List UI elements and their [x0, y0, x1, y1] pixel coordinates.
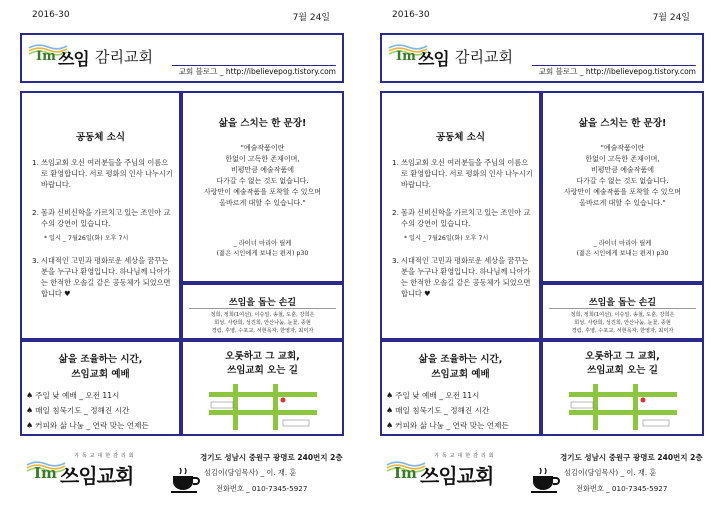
helpers-title: 쓰임을 돕는 손길 — [228, 298, 297, 308]
logo-ssuim: 쓰임 — [418, 50, 449, 70]
blog-sep: _ — [579, 67, 584, 76]
news-item-3: 3. 시대적인 고민과 평화로운 세상을 꿈꾸는 분을 누구나 환영입니다. 하나님께 나아가는 한적한 오솔길 같은 공동체가 되었으면 합니다 ♥ — [32, 256, 171, 298]
map-icon — [563, 382, 683, 432]
footer-address: 경기도 성남시 중원구 광명로 240번지 2층 — [560, 453, 703, 462]
blog-url-link[interactable]: http://ibelievepog.tistory.com — [225, 67, 336, 76]
footer-logo-im: Im — [34, 464, 57, 482]
issue-date: 7월 24일 — [292, 13, 330, 23]
spade-icon: ♠ — [26, 406, 34, 415]
footer — [380, 444, 704, 504]
quote-title: 삶을 스치는 한 문장! — [578, 118, 667, 129]
news-panel — [380, 91, 541, 340]
news-sub-schedule: * 일시 _ 7월26일(화) 오후 7시 — [44, 235, 129, 242]
footer-phone: 전화번호 _ 010-7345-5927 — [576, 484, 668, 493]
news-title: 공동체 소식 — [75, 132, 126, 143]
spade-icon: ♠ — [386, 391, 394, 400]
helpers-rule — [549, 308, 696, 309]
news-sub-schedule: * 일시 _ 7월26일(화) 오후 7시 — [404, 235, 489, 242]
quote-source: _ 라이너 마리아 릴케 (젊은 시인에게 보내는 편지) p30 — [576, 240, 669, 257]
quote-body: "예술작품이란 한없이 고독한 존재이며, 비평만큼 예술작품에 다가갈 수 없는 것도 없습니다. 사랑만이 예술작품을 포착할 수 있으며 올바르게 대할 수 있습니다." — [563, 144, 682, 207]
footer-logo — [26, 450, 156, 490]
quote-panel — [181, 91, 344, 283]
logo-church-name: 감리교회 — [95, 48, 153, 66]
helpers-rule — [189, 308, 336, 309]
footer-address: 경기도 성남시 중원구 광명로 240번지 2층 — [200, 453, 343, 462]
worship-list — [386, 388, 537, 433]
spade-icon: ♠ — [386, 406, 394, 415]
blog-label: 교회 블로그 — [178, 67, 218, 76]
worship-list — [26, 388, 177, 433]
footer-logo-name: 쓰임교회 — [420, 464, 494, 488]
worship-row: ♠ 주일 낮 예배 _ 오전 11시 — [386, 391, 480, 400]
spade-icon: ♠ — [26, 421, 34, 430]
bulletin-page-left — [18, 0, 348, 508]
coffee-cup-icon — [530, 466, 560, 494]
news-item-1: 1. 쓰임교회 오신 여러분들을 주님의 이름으로 환영합니다. 서로 평화의 인사 나누시기 바랍니다. — [32, 158, 173, 189]
logo-im: Im — [36, 49, 56, 64]
blog-label: 교회 블로그 — [538, 67, 578, 76]
worship-row: ♠ 커피와 삶 나눔 _ 연락 맞는 언제든 — [386, 421, 509, 430]
helpers-panel — [181, 283, 344, 340]
footer-pastor: 섬김이(담임목사) _ 이. 재. 훈 — [564, 468, 657, 477]
map-panel — [541, 340, 704, 436]
blog-url-link[interactable]: http://ibelievepog.tistory.com — [585, 67, 696, 76]
top-line — [392, 10, 704, 24]
helpers-panel — [541, 283, 704, 340]
worship-row: ♠ 매일 침묵기도 _ 정해진 시간 — [26, 406, 130, 415]
footer-small-letters: 기독교대한감리회 — [74, 453, 137, 459]
footer — [20, 444, 344, 504]
worship-panel — [380, 340, 541, 436]
map-title: 오롯하고 그 교회, 쓰임교회 오는 길 — [225, 351, 300, 376]
blog-line — [179, 66, 336, 77]
header-box — [380, 33, 704, 83]
header-box — [20, 33, 344, 83]
logo-church-name: 감리교회 — [455, 48, 513, 66]
footer-logo — [386, 450, 516, 490]
news-item-2: 2. 몸과 신비신학을 가르치고 있는 조인아 교수의 강연이 있습니다. — [32, 208, 171, 228]
footer-logo-im: Im — [394, 464, 417, 482]
issue-date: 7월 24일 — [652, 13, 690, 23]
helpers-names: 정희, 정희(1여선), 이승일, 송철, 도훈, 강희은 희성, 사랑희, 성진희, 안산나눔, 눈꽃, 종현 경림, 후영, 수포교, 서현목자, 한영자, 최미자 — [570, 312, 675, 334]
bulletin-page-right — [378, 0, 708, 508]
worship-row: ♠ 매일 침묵기도 _ 정해진 시간 — [386, 406, 490, 415]
worship-row: ♠ 커피와 삶 나눔 _ 연락 맞는 언제든 — [26, 421, 149, 430]
footer-logo-name: 쓰임교회 — [60, 464, 134, 488]
worship-panel — [20, 340, 181, 436]
news-item-2: 2. 몸과 신비신학을 가르치고 있는 조인아 교수의 강연이 있습니다. — [392, 208, 531, 228]
footer-small-letters: 기독교대한감리회 — [434, 453, 497, 459]
quote-body: "예술작품이란 한없이 고독한 존재이며, 비평만큼 예술작품에 다가갈 수 없는 것도 없습니다. 사랑만이 예술작품을 포착할 수 있으며 올바르게 대할 수 있습니다." — [203, 144, 322, 207]
map-icon — [203, 382, 323, 432]
quote-source: _ 라이너 마리아 릴케 (젊은 시인에게 보내는 편지) p30 — [216, 240, 309, 257]
news-panel — [20, 91, 181, 340]
map-panel — [181, 340, 344, 436]
footer-pastor: 섬김이(담임목사) _ 이. 재. 훈 — [204, 468, 297, 477]
news-item-1: 1. 쓰임교회 오신 여러분들을 주님의 이름으로 환영합니다. 서로 평화의 인사 나누시기 바랍니다. — [392, 158, 533, 189]
top-line — [32, 10, 344, 24]
blog-sep: _ — [219, 67, 224, 76]
quote-title: 삶을 스치는 한 문장! — [218, 118, 307, 129]
footer-phone: 전화번호 _ 010-7345-5927 — [216, 484, 308, 493]
quote-panel — [541, 91, 704, 283]
logo-im: Im — [396, 49, 416, 64]
spade-icon: ♠ — [386, 421, 394, 430]
worship-title: 삶을 조율하는 시간, 쓰임교회 예배 — [418, 354, 503, 380]
issue-number: 2016-30 — [32, 10, 70, 20]
worship-row: ♠ 주일 낮 예배 _ 오전 11시 — [26, 391, 120, 400]
helpers-names: 정희, 정희(1여선), 이승일, 송철, 도훈, 강희은 희성, 사랑희, 성진희, 안산나눔, 눈꽃, 종현 경림, 후영, 수포교, 서현목자, 한영자, 최미자 — [210, 312, 315, 334]
helpers-title: 쓰임을 돕는 손길 — [588, 298, 657, 308]
blog-line — [539, 66, 696, 77]
spade-icon: ♠ — [26, 391, 34, 400]
news-item-3: 3. 시대적인 고민과 평화로운 세상을 꿈꾸는 분을 누구나 환영입니다. 하나님께 나아가는 한적한 오솔길 같은 공동체가 되었으면 합니다 ♥ — [392, 256, 531, 298]
logo-ssuim: 쓰임 — [58, 50, 89, 70]
map-title: 오롯하고 그 교회, 쓰임교회 오는 길 — [585, 351, 660, 376]
issue-number: 2016-30 — [392, 10, 430, 20]
worship-title: 삶을 조율하는 시간, 쓰임교회 예배 — [58, 354, 143, 380]
news-title: 공동체 소식 — [435, 132, 486, 143]
coffee-cup-icon — [170, 466, 200, 494]
